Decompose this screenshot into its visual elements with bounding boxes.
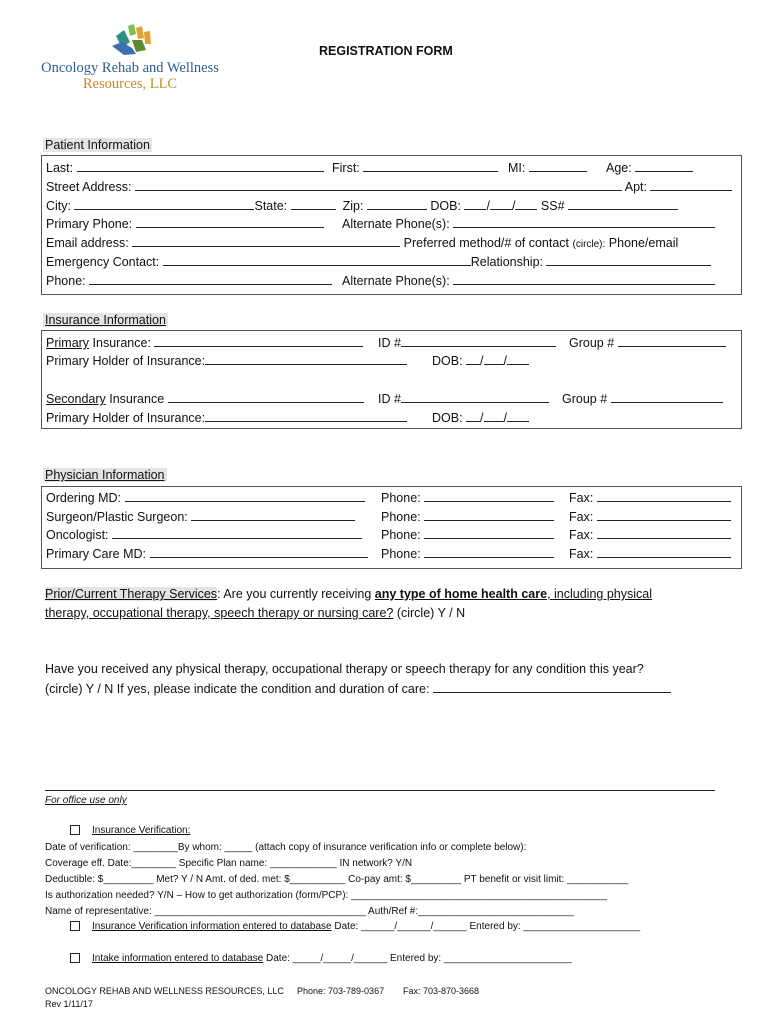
therapy-q1-part-a: : Are you currently receiving	[217, 587, 375, 601]
primary-holder-dob-label: DOB:	[432, 354, 463, 368]
coverage-line: Coverage eff. Date:________ Specific Plan name: ____________ IN network? Y/N	[45, 858, 413, 869]
secondary-group-label: Group #	[562, 392, 608, 406]
primary-id-field[interactable]	[401, 335, 556, 347]
primary-holder-dob-month[interactable]	[466, 353, 480, 365]
pcp-phone-label: Phone:	[381, 547, 421, 561]
emergency-alt-phone-field[interactable]	[453, 273, 715, 285]
footer-phone: Phone: 703-789-0367	[297, 986, 385, 996]
secondary-insurance-label: Secondary	[46, 392, 106, 406]
state-label: State:	[254, 199, 288, 213]
primary-phone-label: Primary Phone:	[46, 217, 133, 231]
therapy-question-1	[45, 587, 652, 601]
therapy-q1-part-b: , including physical	[547, 587, 652, 601]
secondary-id-field[interactable]	[401, 391, 549, 403]
primary-group-label: Group #	[569, 336, 615, 350]
apt-field[interactable]	[650, 179, 732, 191]
insurance-db-label: Insurance Verification information entered to database	[92, 921, 332, 932]
secondary-insurance-field[interactable]	[168, 391, 364, 403]
secondary-holder-label: Primary Holder of Insurance:	[46, 411, 206, 425]
intake-db-rest: Date: _____/_____/______ Entered by: _______________________	[263, 953, 572, 964]
alternate-phone-field[interactable]	[453, 216, 715, 228]
ss-field[interactable]	[568, 198, 678, 210]
insurance-db-checkbox[interactable]	[70, 921, 80, 931]
mi-label: MI:	[508, 161, 526, 175]
dob-year-field[interactable]	[515, 198, 537, 210]
zip-field[interactable]	[367, 198, 427, 210]
secondary-insurance-word: Insurance	[109, 392, 165, 406]
surgeon-fax-field[interactable]	[597, 509, 731, 521]
pcp-fax-field[interactable]	[597, 546, 731, 558]
primary-id-label: ID #	[378, 336, 401, 350]
relationship-label: Relationship:	[470, 255, 543, 269]
street-label: Street Address:	[46, 180, 132, 194]
ordering-phone-field[interactable]	[424, 490, 554, 502]
footer-company: ONCOLOGY REHAB AND WELLNESS RESOURCES, LLC	[45, 986, 284, 996]
first-name-label: First:	[332, 161, 360, 175]
therapy-q1-circle[interactable]: (circle) Y / N	[393, 606, 466, 620]
last-name-field[interactable]	[77, 160, 324, 172]
surgeon-phone-field[interactable]	[424, 509, 554, 521]
street-field[interactable]	[135, 179, 622, 191]
oncologist-phone-label: Phone:	[381, 528, 421, 542]
surgeon-field[interactable]	[191, 509, 355, 521]
surgeon-label: Surgeon/Plastic Surgeon:	[46, 510, 188, 524]
emergency-contact-label: Emergency Contact:	[46, 255, 160, 269]
secondary-holder-field[interactable]	[205, 410, 407, 422]
primary-holder-dob-year[interactable]	[507, 353, 529, 365]
therapy-q1-bold: any type of home health care	[374, 587, 548, 601]
intake-db-checkbox[interactable]	[70, 953, 80, 963]
physician-section-title: Physician Information	[45, 468, 165, 482]
therapy-q1-line2: therapy, occupational therapy, speech therapy or nursing care?	[45, 606, 394, 620]
state-field[interactable]	[291, 198, 336, 210]
surgeon-phone-label: Phone:	[381, 510, 421, 524]
logo-line1: Oncology Rehab and Wellness	[41, 60, 219, 76]
dob-label: DOB:	[430, 199, 461, 213]
intake-db-label: Intake information entered to database	[92, 953, 264, 964]
emergency-phone-label: Phone:	[46, 274, 86, 288]
secondary-group-field[interactable]	[611, 391, 723, 403]
pcp-field[interactable]	[150, 546, 368, 558]
secondary-holder-dob-label: DOB:	[432, 411, 463, 425]
email-field[interactable]	[132, 235, 400, 247]
oncologist-fax-field[interactable]	[597, 527, 731, 539]
relationship-field[interactable]	[546, 254, 711, 266]
zip-label: Zip:	[342, 199, 364, 213]
ordering-fax-label: Fax:	[569, 491, 594, 505]
ordering-fax-field[interactable]	[597, 490, 731, 502]
form-title: REGISTRATION FORM	[319, 44, 453, 58]
oncologist-fax-label: Fax:	[569, 528, 594, 542]
footer-fax: Fax: 703-870-3668	[403, 986, 480, 996]
therapy-condition-field[interactable]	[433, 681, 671, 693]
emergency-phone-field[interactable]	[89, 273, 332, 285]
insurance-db-rest: Date: ______/______/______ Entered by: _____________________	[331, 921, 641, 932]
ordering-md-label: Ordering MD:	[46, 491, 122, 505]
insurance-verification-checkbox[interactable]	[70, 825, 80, 835]
emergency-alt-phone-label: Alternate Phone(s):	[342, 274, 450, 288]
insurance-verification-label: Insurance Verification:	[92, 825, 191, 836]
city-label: City:	[46, 199, 71, 213]
alternate-phone-label: Alternate Phone(s):	[342, 217, 450, 231]
ordering-phone-label: Phone:	[381, 491, 421, 505]
dob-month-field[interactable]	[464, 198, 486, 210]
dob-day-field[interactable]	[490, 198, 512, 210]
representative-line: Name of representative: ______________________________________ Auth/Ref #:____________________________	[45, 906, 574, 917]
emergency-contact-field[interactable]	[163, 254, 471, 266]
secondary-holder-dob-day[interactable]	[484, 410, 504, 422]
pcp-phone-field[interactable]	[424, 546, 554, 558]
ss-label: SS#	[540, 199, 565, 213]
first-name-field[interactable]	[363, 160, 498, 172]
oncologist-phone-field[interactable]	[424, 527, 554, 539]
primary-insurance-label: Primary	[46, 336, 90, 350]
logo-line2: Resources, LLC	[82, 76, 178, 92]
city-field[interactable]	[74, 198, 254, 210]
patient-section-title: Patient Information	[45, 138, 150, 152]
circle-note: (circle):	[572, 239, 606, 250]
apt-label: Apt:	[624, 180, 647, 194]
logo-hands-icon	[106, 22, 158, 58]
oncologist-field[interactable]	[112, 527, 362, 539]
deductible-line: Deductible: $_________ Met? Y / N Amt. of ded. met: $__________ Co-pay amt: $_________ PT benefit or visit limit: ___________	[45, 874, 629, 885]
primary-holder-field[interactable]	[205, 353, 407, 365]
last-name-label: Last:	[46, 161, 74, 175]
primary-holder-dob-day[interactable]	[484, 353, 504, 365]
secondary-id-label: ID #	[378, 392, 401, 406]
therapy-q2-line1: Have you received any physical therapy, occupational therapy or speech therapy for any condition this year?	[45, 662, 644, 676]
surgeon-fax-label: Fax:	[569, 510, 594, 524]
primary-phone-field[interactable]	[136, 216, 324, 228]
age-label: Age:	[606, 161, 632, 175]
mi-field[interactable]	[529, 160, 587, 172]
secondary-holder-dob-month[interactable]	[466, 410, 480, 422]
oncologist-label: Oncologist:	[46, 528, 109, 542]
preferred-contact-label: Preferred method/# of contact	[403, 236, 570, 250]
pcp-label: Primary Care MD:	[46, 547, 147, 561]
footer-revision: Rev 1/11/17	[45, 999, 93, 1009]
pcp-fax-label: Fax:	[569, 547, 594, 561]
ordering-md-field[interactable]	[125, 490, 365, 502]
office-use-header: For office use only	[45, 795, 127, 806]
age-field[interactable]	[635, 160, 693, 172]
therapy-q2-line2: (circle) Y / N If yes, please indicate the condition and duration of care:	[45, 682, 430, 696]
authorization-line: Is authorization needed? Y/N – How to get authorization (form/PCP): ______________________________________________	[45, 890, 607, 901]
primary-holder-label: Primary Holder of Insurance:	[46, 354, 206, 368]
phone-email-option[interactable]: Phone/email	[608, 236, 679, 250]
insurance-colon-label: Insurance:	[92, 336, 151, 350]
office-divider	[45, 790, 715, 791]
secondary-holder-dob-year[interactable]	[507, 410, 529, 422]
therapy-section-title: Prior/Current Therapy Services	[45, 587, 218, 601]
verification-date-line: Date of verification: ________By whom: _____ (attach copy of insurance verification info or complete below):	[45, 842, 527, 853]
primary-insurance-field[interactable]	[154, 335, 363, 347]
email-label: Email address:	[46, 236, 129, 250]
insurance-section-title: Insurance Information	[45, 313, 166, 327]
primary-group-field[interactable]	[618, 335, 726, 347]
